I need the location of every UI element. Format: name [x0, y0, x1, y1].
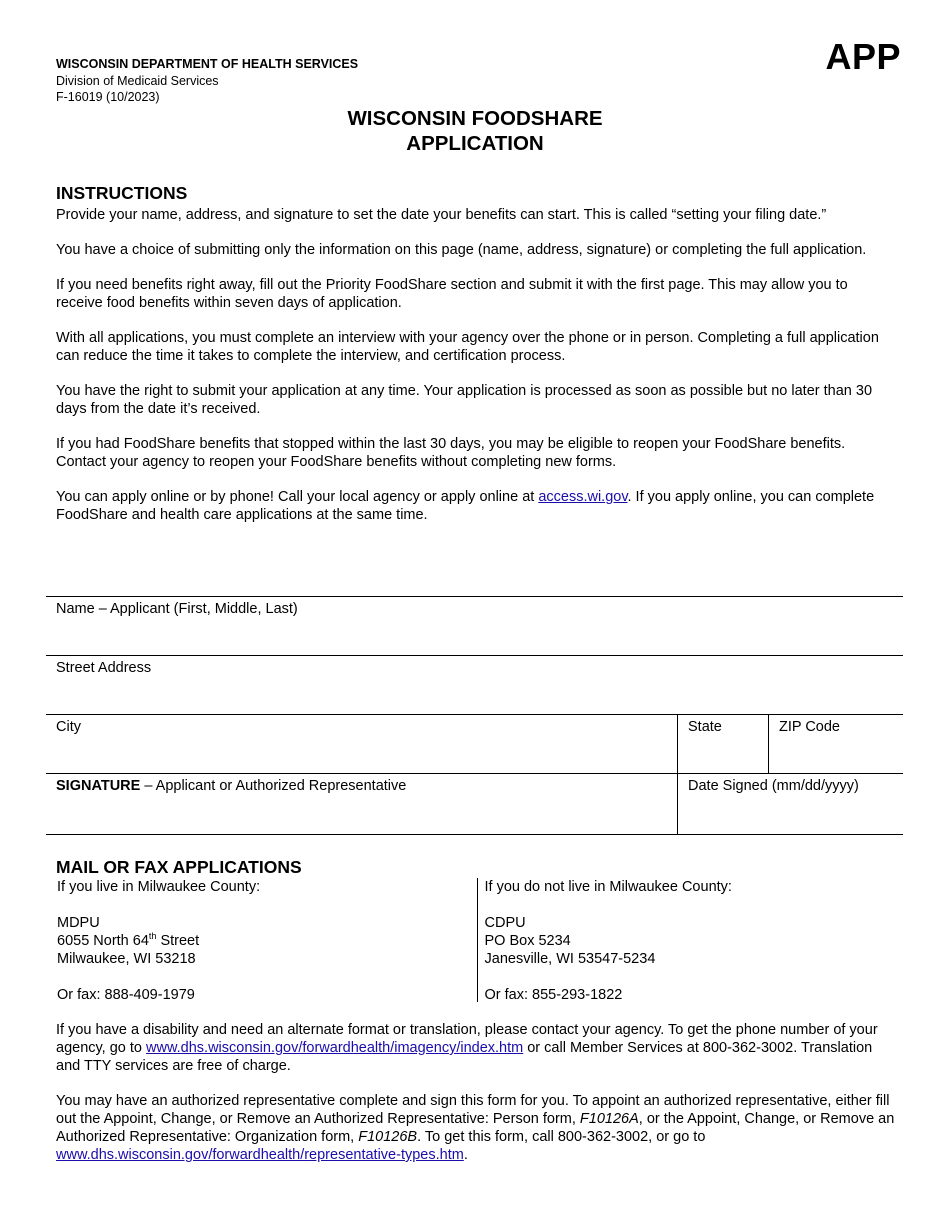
name-field[interactable] [46, 597, 903, 655]
online-text-after: . If you apply online, you can complete FoodShare and health care applications at the same time. [56, 489, 875, 523]
milwaukee-office: MDPU [57, 915, 100, 931]
mail-fax-heading: MAIL OR FAX APPLICATIONS [56, 857, 302, 877]
signature-field[interactable] [46, 774, 677, 834]
city-label: City [56, 719, 81, 735]
street-suffix: Street [156, 933, 200, 949]
other-office: CDPU [484, 915, 526, 931]
online-text-before: You can apply online or by phone! Call your local agency or apply online at [56, 489, 539, 505]
rep-text-b: , or the Appoint, Change, or Remove an Authorized Representative: Organization form, [56, 1111, 895, 1145]
representative-types-link[interactable]: www.dhs.wisconsin.gov/forwardhealth/representative-types.htm [56, 1147, 464, 1163]
instructions-heading: INSTRUCTIONS [56, 183, 188, 203]
street-address-field[interactable] [46, 656, 903, 714]
department-name: WISCONSIN DEPARTMENT OF HEALTH SERVICES [56, 57, 359, 71]
state-label: State [688, 719, 722, 735]
division-name: Division of Medicaid Services [56, 73, 219, 88]
zip-label: ZIP Code [779, 719, 840, 735]
other-fax: Or fax: 855-293-1822 [484, 987, 623, 1003]
signature-row [46, 773, 903, 835]
agency-header [56, 56, 358, 106]
signature-label-bold: SIGNATURE [56, 778, 141, 794]
name-label: Name – Applicant (First, Middle, Last) [56, 601, 298, 617]
page-title [0, 106, 950, 156]
city-row [46, 714, 903, 773]
instruction-paragraph: If you had FoodShare benefits that stopped within the last 30 days, you may be eligible to reopen your FoodShare benefits. Contact your agency to reopen your FoodShare benefits without completing new forms. [56, 436, 846, 470]
instruction-paragraph: If you need benefits right away, fill out the Priority FoodShare section and submit it with the first page. This may allow you to receive food benefits within seven days of application. [56, 277, 848, 311]
imagency-link[interactable]: www.dhs.wisconsin.gov/forwardhealth/imagency/index.htm [146, 1040, 524, 1056]
other-street: PO Box 5234 [484, 933, 571, 949]
access-wi-link[interactable]: access.wi.gov [538, 489, 628, 505]
street-label: Street Address [56, 660, 152, 676]
instruction-paragraph: You have a choice of submitting only the information on this page (name, address, signature) or completing the full application. [56, 242, 867, 258]
other-intro: If you do not live in Milwaukee County: [484, 879, 732, 895]
title-line-1: WISCONSIN FOODSHARE [347, 107, 603, 130]
instruction-paragraph: Provide your name, address, and signature to set the date your benefits can start. This is called “setting your filing date.” [56, 207, 827, 223]
title-line-2: APPLICATION [406, 132, 544, 155]
disability-text-after: or call Member Services at 800-362-3002. Translation and TTY services are free of charge. [56, 1040, 873, 1074]
instruction-paragraph-online [56, 488, 896, 524]
form-code: APP [825, 36, 901, 77]
street-ordinal: th [148, 931, 157, 942]
form-f10126a: F10126A [579, 1111, 639, 1127]
form-number: F-16019 (10/2023) [56, 90, 160, 104]
instructions-body [56, 206, 896, 541]
city-field[interactable] [46, 715, 677, 773]
footer-notes [56, 1021, 896, 1181]
milwaukee-address-block [56, 878, 478, 1002]
street-row [46, 655, 903, 714]
state-field[interactable] [677, 715, 768, 773]
street-number: 6055 North 64 [57, 933, 149, 949]
zip-code-field[interactable] [768, 715, 903, 773]
mail-addresses [56, 878, 904, 1004]
other-address-block [478, 878, 905, 1004]
disability-notice [56, 1021, 896, 1075]
milwaukee-street [57, 932, 477, 950]
applicant-form [46, 596, 903, 835]
instruction-paragraph: With all applications, you must complete an interview with your agency over the phone or in person. Completing a full application can reduce the time it takes to complete the interview, and certification process. [56, 330, 879, 364]
representative-notice [56, 1092, 896, 1164]
disability-text-before: If you have a disability and need an alternate format or translation, please contact your agency. To get the phone number of your agency, go to [56, 1022, 878, 1056]
rep-text-c: . To get this form, call 800-362-3002, or go to [417, 1129, 706, 1145]
other-city: Janesville, WI 53547-5234 [484, 951, 656, 967]
rep-text-a: You may have an authorized representative complete and sign this form for you. To appoint an authorized representative, either fill out the Appoint, Change, or Remove an Authorized Representative: Person form, [56, 1093, 890, 1127]
rep-text-d: . [463, 1147, 468, 1163]
signature-label-rest: – Applicant or Authorized Representative [140, 778, 407, 794]
milwaukee-city: Milwaukee, WI 53218 [57, 951, 196, 967]
date-signed-field[interactable] [677, 774, 903, 834]
instruction-paragraph: You have the right to submit your application at any time. Your application is processed as soon as possible but no later than 30 days from the date it’s received. [56, 383, 873, 417]
name-row [46, 596, 903, 655]
milwaukee-fax: Or fax: 888-409-1979 [57, 987, 195, 1003]
form-f10126b: F10126B [358, 1129, 418, 1145]
milwaukee-intro: If you live in Milwaukee County: [57, 879, 261, 895]
date-signed-label: Date Signed (mm/dd/yyyy) [688, 778, 859, 794]
